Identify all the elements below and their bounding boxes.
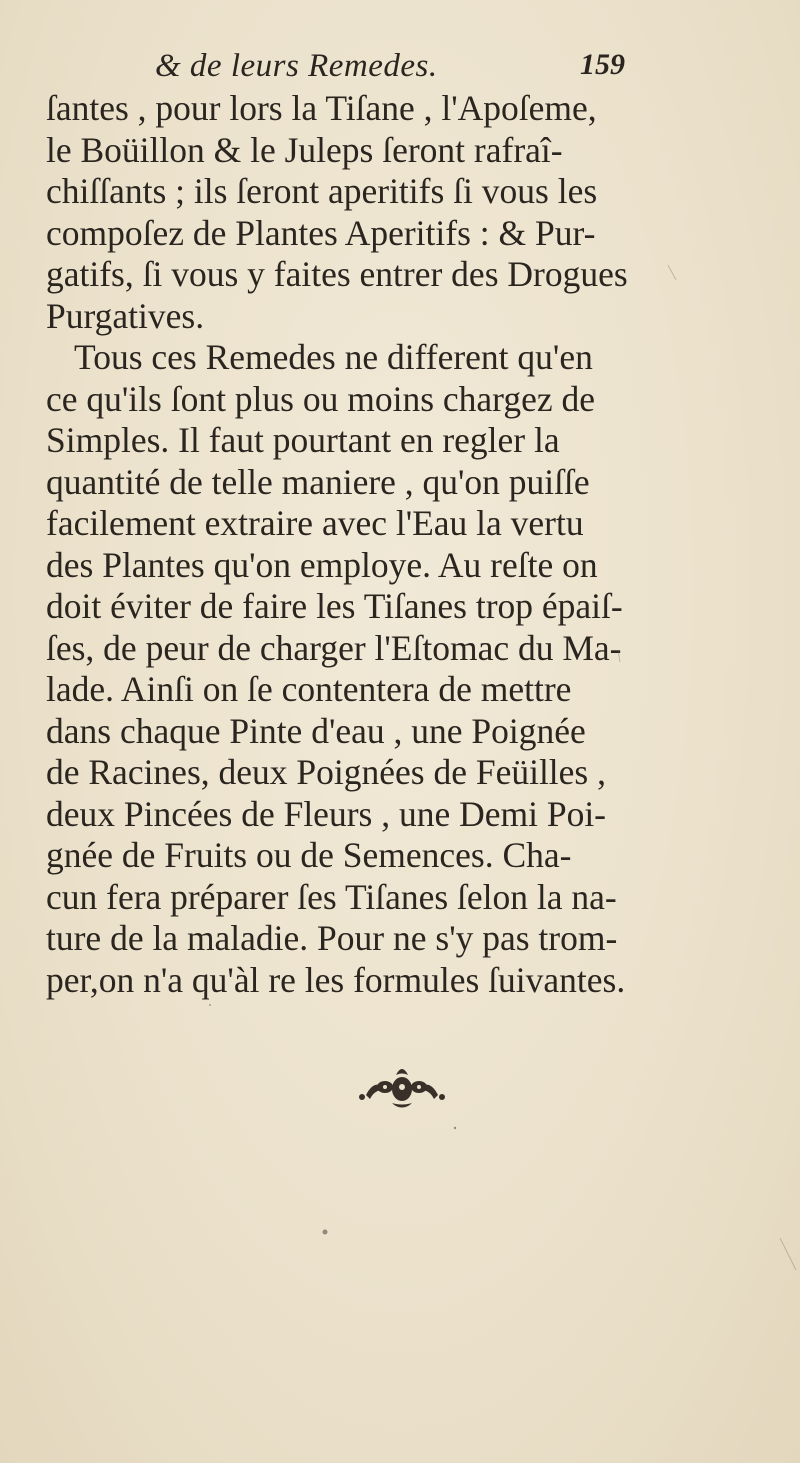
text-line: gnée de Fruits ou de Semences. Cha- [46,835,572,875]
text-line: ce qu'ils ſont plus ou moins chargez de [46,378,595,419]
text-line: Purgatives. [46,295,205,336]
text-line: deux Pincées de Fleurs , une Demi Poi- [46,793,607,834]
text-line: dans chaque Pinte d'eau , une Poignée [46,710,586,751]
text-line: le Boüillon & le Juleps ſeront rafraî- [46,129,563,170]
text-line: per,on n'a qu'àl re les formules ſuivantes. [46,959,626,1000]
text-line: cun fera préparer ſes Tiſanes ſelon la na- [46,876,617,917]
running-title: & de leurs Remedes. [155,48,438,84]
text-line: ture de la maladie. Pour ne s'y pas trom- [46,918,618,958]
text-line: quantité de telle maniere , qu'on puiſſe [46,461,590,502]
text-line: lade. Ainſi on ſe contentera de mettre [46,669,572,709]
text-line: de Racines, deux Poignées de Feüilles , [46,752,606,792]
text-line: ſantes , pour lors la Tiſane , l'Apoſeme, [46,88,597,128]
text-line: des Plantes qu'on employe. Au reſte on [46,544,598,585]
text-line: chiſſants ; ils ſeront aperitifs ſi vous les [46,171,598,211]
text-line: gatifs, ſi vous y faites entrer des Drogues [46,254,628,294]
text-line: doit éviter de faire les Tiſanes trop épaiſ- [46,586,623,626]
text-line: Simples. Il faut pourtant en regler la [46,420,560,460]
text-line: ſes, de peur de charger l'Eſtomac du Ma- [46,627,622,668]
paragraph-start-line: Tous ces Remedes ne different qu'en [74,337,593,377]
page-number: 159 [580,48,625,81]
text-line: compoſez de Plantes Aperitifs : & Pur- [46,212,596,253]
text-line: facilement extraire avec l'Eau la vertu [46,503,584,543]
